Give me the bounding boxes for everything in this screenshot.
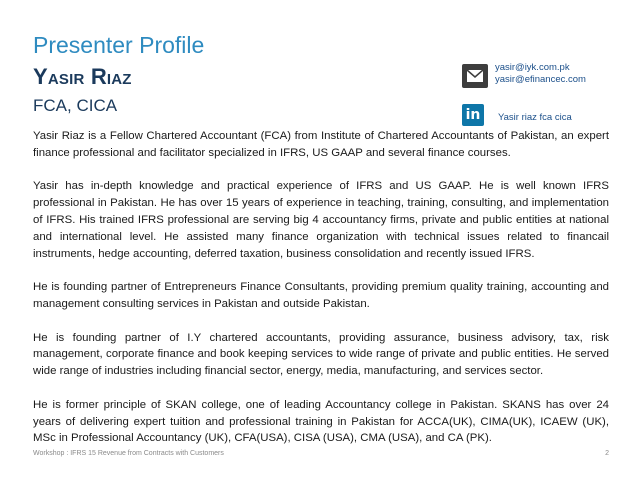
linkedin-link[interactable]: Yasir riaz fca cica (498, 112, 572, 123)
bio-paragraph: He is founding partner of I.Y chartered accountants, providing assurance, business advisory, tax, risk management, corporate finance and book keeping services to wide range of private and public entities. He served wide range of industries including financial sector, energy, media, manufacturing, and services sector. (33, 331, 609, 378)
email-list (495, 62, 586, 86)
bio-paragraph: Yasir has in-depth knowledge and practical experience of IFRS and US GAAP. He is well known IFRS professional in Pakistan. He has over 15 years of experience in teaching, training, consulting, and implementation of IFRS. His trained IFRS professional are serving big 4 accountancy firms, private and public entities at national and international level. He assisted many finance organization with technical issues related to financail instruments, hedge accounting, deferred taxation, business consolidation and recently issued IFRS. (33, 180, 609, 260)
presenter-name: Yasir Riaz (33, 64, 132, 89)
email-icon (462, 64, 488, 88)
footer (33, 450, 609, 457)
presenter-credentials: FCA, CICA (33, 96, 118, 115)
footer-text: Workshop : IFRS 15 Revenue from Contracts with Customers (33, 450, 224, 457)
email-link[interactable]: yasir@iyk.com.pk (495, 62, 570, 73)
page-number: 2 (605, 450, 609, 457)
page-title: Presenter Profile (33, 32, 205, 58)
bio-paragraph: Yasir Riaz is a Fellow Chartered Accountant (FCA) from Institute of Chartered Accountants of Pakistan, an expert finance professional and facilitator specialized in IFRS, US GAAP and several finance courses. (33, 130, 609, 159)
biography (33, 128, 609, 464)
email-link[interactable]: yasir@efinancec.com (495, 74, 586, 85)
bio-paragraph: He is founding partner of Entrepreneurs Finance Consultants, providing premium quality training, accounting and management consulting services in Pakistan and outside Pakistan. (33, 281, 609, 310)
bio-paragraph: He is former principle of SKAN college, one of leading Accountancy college in Pakistan. SKANS has over 24 years of delivering expert tuition and professional training in Pakistan for ACCA(UK), CIMA(UK), ICAEW (UK), MSc in Professional Accountancy (UK), CFA(USA), CISA (USA), CMA (USA), and CA (PK). (33, 398, 609, 445)
linkedin-icon: in (462, 104, 484, 126)
